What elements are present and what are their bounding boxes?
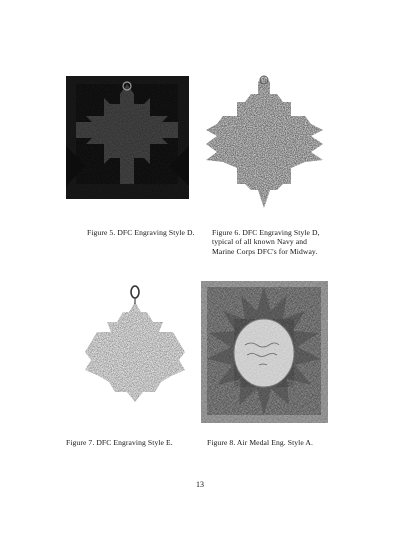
figure-6-image xyxy=(201,72,328,212)
figure-8-caption: Figure 8. Air Medal Eng. Style A. xyxy=(207,438,314,447)
figure-7-image xyxy=(81,280,189,404)
figure-8-medal-photo xyxy=(201,281,328,423)
figure-6-caption: Figure 6. DFC Engraving Style D, typical of all known Navy and Marine Corps DFC's for Midway. xyxy=(212,228,320,256)
figure-7-medal-photo xyxy=(81,280,189,404)
figure-8-image xyxy=(201,281,328,423)
figure-5-caption: Figure 5. DFC Engraving Style D. xyxy=(87,228,195,237)
figure-6-medal-photo xyxy=(201,72,328,212)
figure-5-medal-photo xyxy=(66,76,189,199)
figure-5-image xyxy=(66,76,189,199)
figure-7-caption: Figure 7. DFC Engraving Style E. xyxy=(66,438,173,447)
page-number: 13 xyxy=(196,480,204,489)
